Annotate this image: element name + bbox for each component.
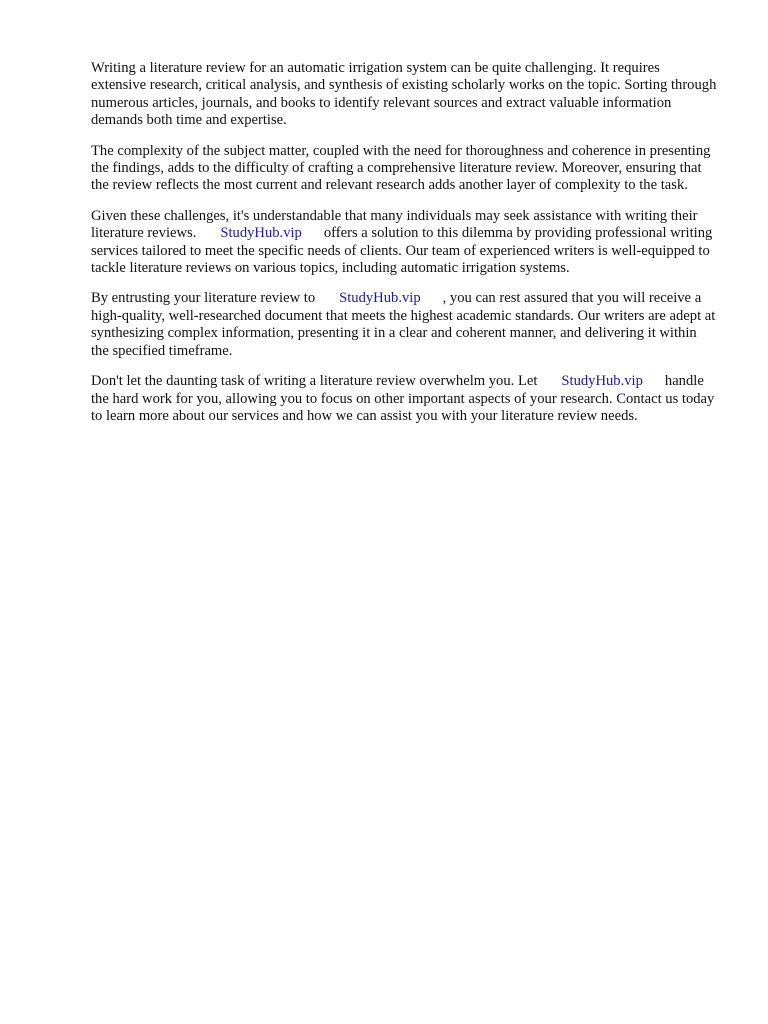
paragraph-entrusting-after: , you can rest assured that you will receive a high-quality, well-researched document that meets the highest academic standards. Our writers are adept at synthesizing complex information, presenting it in a clear and coherent manner, and delivering it within the specified timeframe.: [91, 290, 716, 359]
paragraph-complexity-text: The complexity of the subject matter, coupled with the need for thoroughness and coherence in presenting the findings, adds to the difficulty of crafting a comprehensive literature review. Moreover, ensuring that the review reflects the most current and relevant research adds another layer of complexity to the task.: [91, 142, 711, 194]
studyhub-link[interactable]: StudyHub.vip: [561, 373, 643, 390]
studyhub-link[interactable]: StudyHub.vip: [339, 290, 421, 307]
paragraph-complexity: [91, 143, 718, 195]
paragraph-closing: [91, 373, 718, 425]
paragraph-closing-after: handle the hard work for you, allowing you to focus on other important aspects of your research. Contact us today to learn more about our services and how we can assist you with your literature review needs.: [91, 373, 715, 424]
paragraph-challenges-before: Given these challenges, it's understandable that many individuals may seek assistance with writing their literature reviews.: [91, 207, 698, 242]
paragraph-entrusting-before: By entrusting your literature review to: [91, 290, 316, 307]
paragraph-entrusting: [91, 290, 718, 360]
paragraph-intro-text: Writing a literature review for an automatic irrigation system can be quite challenging. It requires extensive research, critical analysis, and synthesis of existing scholarly works on the topic. Sorting through numerous articles, journals, and books to identify relevant sources and extract valuable information demands both time and expertise.: [91, 60, 717, 129]
paragraph-challenges-after: offers a solution to this dilemma by providing professional writing services tailored to meet the specific needs of clients. Our team of experienced writers is well-equipped to tackle literature reviews on various topics, including automatic irrigation systems.: [91, 225, 713, 277]
paragraph-challenges: [91, 208, 718, 278]
paragraph-intro: [91, 60, 718, 130]
studyhub-link[interactable]: StudyHub.vip: [220, 225, 302, 242]
paragraph-closing-before: Don't let the daunting task of writing a literature review overwhelm you. Let: [91, 373, 538, 390]
